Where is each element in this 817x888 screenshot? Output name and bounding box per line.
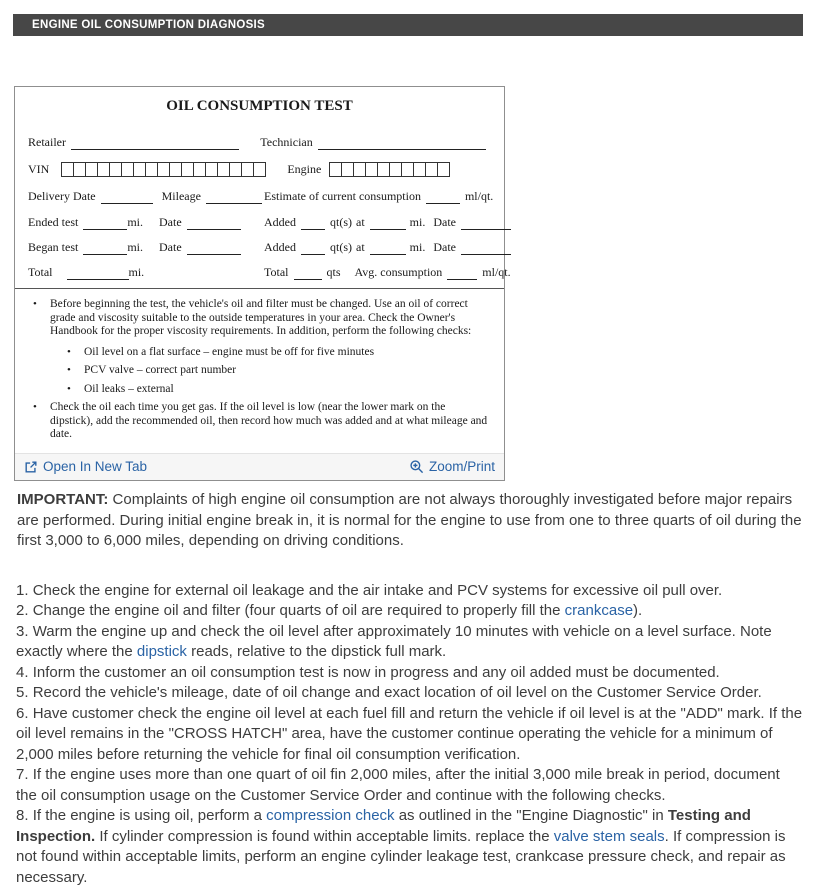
estimate-group [264, 189, 493, 204]
important-label: IMPORTANT: [17, 491, 108, 508]
step-number: 3. [16, 623, 33, 640]
step-number: 1. [16, 582, 33, 599]
step-text: as outlined in the "Engine Diagnostic" in [395, 807, 668, 824]
bullet-icon: • [67, 364, 84, 378]
step-text: Check the engine for external oil leakage and the air intake and PCV systems for excessive oil pull over. [33, 582, 723, 599]
zoom-icon [409, 459, 424, 474]
oil-consumption-test-form [15, 87, 504, 453]
mi-label: mi. [127, 240, 143, 255]
form-title: OIL CONSUMPTION TEST [28, 97, 491, 115]
engine-boxes [329, 162, 449, 177]
open-in-new-tab-icon [24, 460, 38, 474]
form-row-began-test [28, 240, 491, 255]
date-label: Date [159, 240, 182, 255]
form-note-2-text: Check the oil each time you get gas. If the oil level is low (near the lower mark on the dipstick), add the recommended oil, then record how much was added and at what mileage and date. [50, 401, 491, 442]
form-row-vin-engine [28, 162, 491, 177]
instruction-step [13, 683, 804, 704]
check-item-text: Oil level on a flat surface – engine must be off for five minutes [84, 346, 491, 360]
step-number: 7. [16, 766, 33, 783]
estimate-label: Estimate of current consumption [264, 189, 421, 204]
avg-blank-line [447, 268, 477, 280]
added-qts-blank-line [301, 218, 325, 230]
dipstick-link[interactable]: dipstick [137, 643, 187, 660]
total-label: Total [28, 265, 53, 280]
step-text: reads, relative to the dipstick full mark. [187, 643, 446, 660]
ended-test-group [28, 215, 264, 230]
added-row-1 [264, 215, 516, 230]
step-number: 8. [16, 807, 33, 824]
date-label: Date [433, 215, 456, 230]
at-label: at [356, 240, 365, 255]
instruction-step [13, 704, 804, 766]
valve-stem-seals-link[interactable]: valve stem seals [554, 828, 665, 845]
began-miles-blank-line [83, 243, 127, 255]
instruction-list [13, 581, 804, 888]
total-miles-group [28, 265, 264, 280]
vin-label: VIN [28, 162, 49, 177]
step-text: Change the engine oil and filter (four quarts of oil are required to properly fill the [33, 602, 565, 619]
instruction-step [13, 601, 804, 622]
form-note-1 [28, 298, 491, 339]
added-miles-blank-line [370, 218, 406, 230]
technician-blank-line [318, 138, 486, 150]
form-row-delivery [28, 189, 491, 204]
step-number: 2. [16, 602, 33, 619]
step-text: Record the vehicle's mileage, date of oil change and exact location of oil level on the Customer Service Order. [33, 684, 762, 701]
form-note-1-text: Before beginning the test, the vehicle's oil and filter must be changed. Use an oil of correct grade and viscosity suitable to the outside temperatures in your area. Check the Owner's Handbook for the proper viscosity requirements. In addition, perform the following checks: [50, 298, 491, 339]
mileage-label: Mileage [162, 189, 201, 204]
total-qts-blank-line [294, 268, 322, 280]
step-text: If cylinder compression is found within acceptable limits. replace the [95, 828, 554, 845]
date-label: Date [159, 215, 182, 230]
instruction-step [13, 806, 804, 888]
bullet-icon: • [67, 383, 84, 397]
zoom-print-link[interactable] [409, 459, 495, 474]
zoom-print-label: Zoom/Print [429, 459, 495, 474]
form-preview-card [14, 86, 505, 481]
engine-label: Engine [287, 162, 321, 177]
added-label: Added [264, 240, 296, 255]
began-test-group [28, 240, 264, 255]
open-in-new-tab-label: Open In New Tab [43, 459, 147, 474]
form-divider [15, 288, 504, 289]
mi-label: mi. [127, 215, 143, 230]
check-list [28, 346, 491, 397]
total-miles-blank-line [67, 268, 129, 280]
crankcase-link[interactable]: crankcase [565, 602, 633, 619]
ended-miles-blank-line [83, 218, 127, 230]
instruction-step [13, 765, 804, 806]
added-date-blank-line [461, 218, 511, 230]
step-text: . If compression is not found within acceptable limits, perform an engine cylinder leakage test, crankcase pressure check, and repair as necessary. [16, 828, 786, 886]
added2-date-blank-line [461, 243, 511, 255]
mi-label: mi. [410, 240, 426, 255]
step-text: If the engine uses more than one quart of oil fin 2,000 miles, after the initial 3,000 mile break in period, document the oil consumption usage on the Customer Service Order and continue with the following checks. [16, 766, 780, 804]
vin-boxes [61, 162, 265, 177]
began-date-blank-line [187, 243, 241, 255]
form-row-names [28, 135, 491, 150]
open-in-new-tab-link[interactable] [24, 459, 147, 474]
check-item [28, 364, 491, 378]
important-text: Complaints of high engine oil consumption are not always thoroughly investigated before major repairs are performed. During initial engine break in, it is normal for the engine to use from one to three quarts of oil during the first 3,000 to 6,000 miles, depending on driving conditions. [17, 491, 802, 549]
qts-label: qt(s) [330, 240, 352, 255]
instruction-step [13, 663, 804, 684]
form-row-total [28, 265, 491, 280]
total-qts-group [264, 265, 511, 280]
step-text: If the engine is using oil, perform a [33, 807, 266, 824]
form-row-ended-test [28, 215, 491, 230]
estimate-blank-line [426, 192, 460, 204]
bullet-icon: • [33, 298, 50, 339]
retailer-blank-line [71, 138, 239, 150]
added2-miles-blank-line [370, 243, 406, 255]
character-box [437, 162, 450, 177]
character-box [253, 162, 266, 177]
check-item [28, 383, 491, 397]
date-label: Date [433, 240, 456, 255]
bullet-icon: • [67, 346, 84, 360]
step-text: Inform the customer an oil consumption test is now in progress and any oil added must be documented. [33, 664, 720, 681]
mi-label: mi. [129, 265, 145, 280]
retailer-label: Retailer [28, 135, 66, 150]
mileage-blank-line [206, 192, 262, 204]
ml-qt-label: ml/qt. [482, 265, 510, 280]
form-note-2 [28, 401, 491, 442]
qts-total-label: qts [327, 265, 341, 280]
at-label: at [356, 215, 365, 230]
section-header [13, 14, 803, 36]
step-text: Warm the engine up and check the oil level after approximately 10 minutes with vehicle on a level surface. Note exactly where the [16, 623, 772, 661]
step-number: 6. [16, 705, 33, 722]
total-label: Total [264, 265, 289, 280]
qts-label: qt(s) [330, 215, 352, 230]
technician-label: Technician [260, 135, 312, 150]
avg-consumption-label: Avg. consumption [355, 265, 443, 280]
check-item [28, 346, 491, 360]
added-row-2 [264, 240, 516, 255]
step-text: ). [633, 602, 642, 619]
ended-test-label: Ended test [28, 215, 78, 230]
step-number: 4. [16, 664, 33, 681]
check-item-text: Oil leaks – external [84, 383, 491, 397]
important-note [13, 490, 804, 552]
delivery-mileage-group [28, 189, 264, 204]
bold-text: Testing and Inspection. [16, 807, 751, 845]
instruction-step [13, 581, 804, 602]
bullet-icon: • [33, 401, 50, 442]
added-label: Added [264, 215, 296, 230]
ml-qt-label: ml/qt. [465, 189, 493, 204]
diagnosis-content [13, 490, 804, 888]
mi-label: mi. [410, 215, 426, 230]
viewer-toolbar [15, 453, 504, 480]
check-item-text: PCV valve – correct part number [84, 364, 491, 378]
delivery-date-blank-line [101, 192, 153, 204]
step-number: 5. [16, 684, 33, 701]
page-title: ENGINE OIL CONSUMPTION DIAGNOSIS [32, 19, 265, 31]
instruction-step [13, 622, 804, 663]
compression-check-link[interactable]: compression check [266, 807, 394, 824]
delivery-date-label: Delivery Date [28, 189, 96, 204]
added2-qts-blank-line [301, 243, 325, 255]
ended-date-blank-line [187, 218, 241, 230]
step-text: Have customer check the engine oil level at each fuel fill and return the vehicle if oil level is at the "ADD" mark. If the oil level remains in the "CROSS HATCH" area, have the customer continue operating the vehicle for a minimum of 2,000 miles before returning the vehicle for final oil consumption verification. [16, 705, 802, 763]
began-test-label: Began test [28, 240, 78, 255]
